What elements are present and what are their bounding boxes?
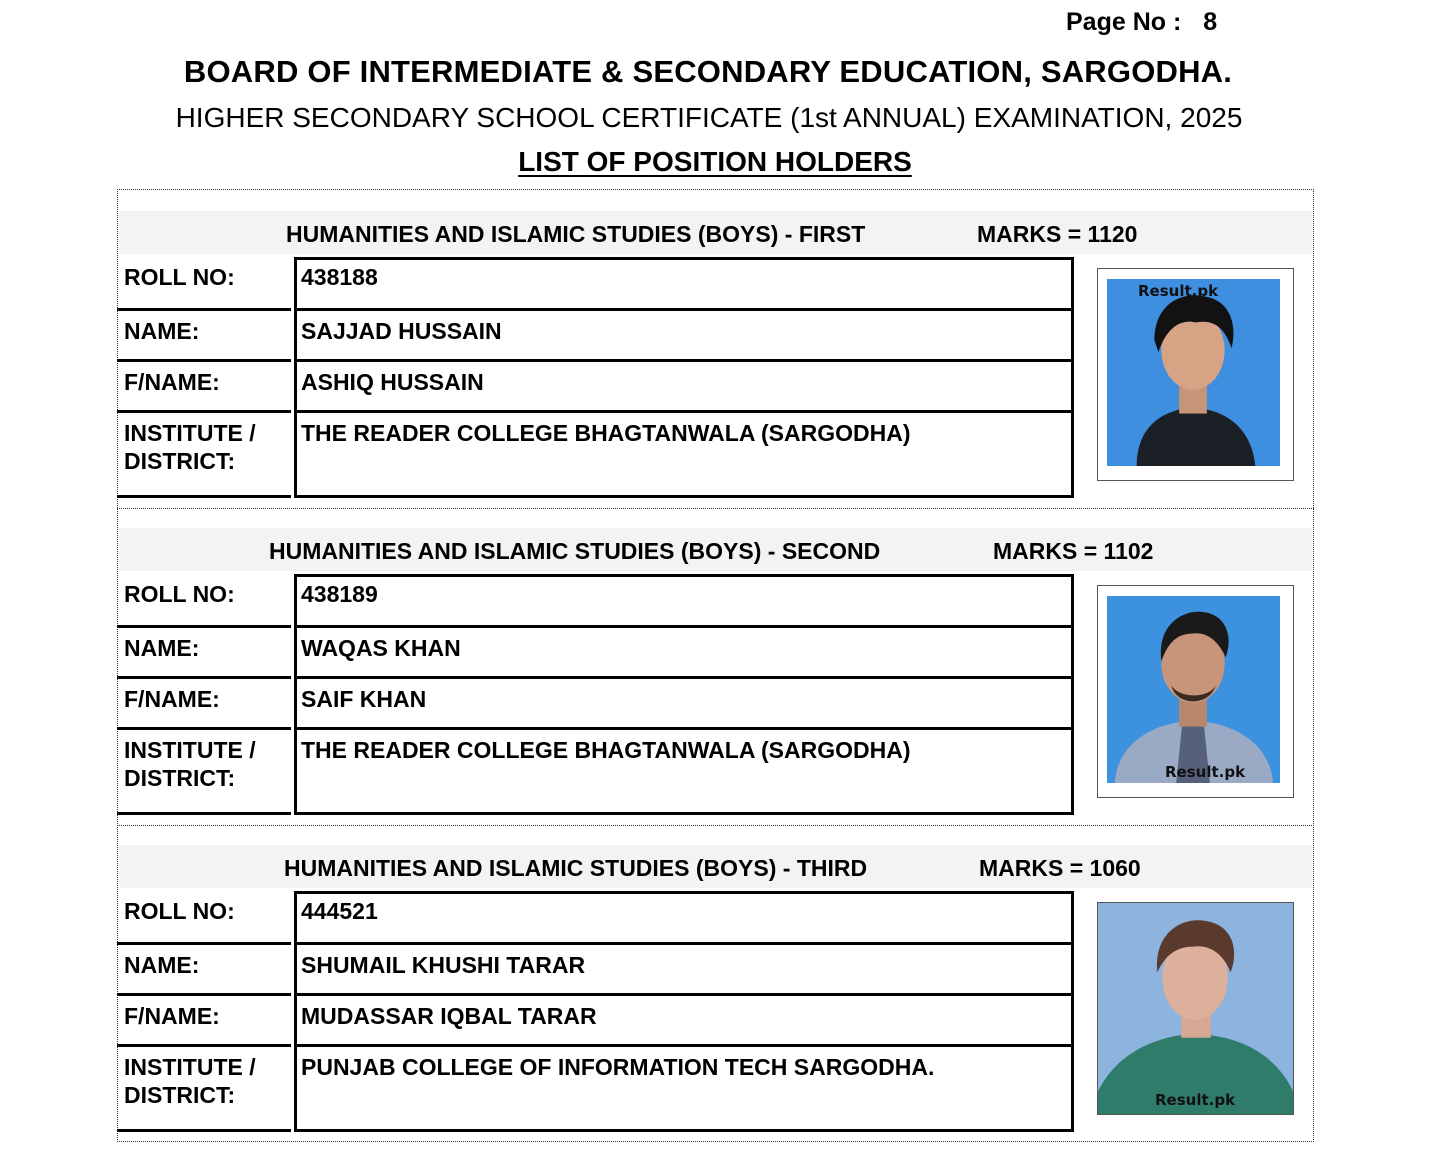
position-card-third [117,825,1314,1142]
roll-label: ROLL NO: [117,574,291,628]
institute-label-line2: DISTRICT: [124,448,236,474]
institute-value: THE READER COLLEGE BHAGTANWALA (SARGODHA) [294,413,1074,498]
name-label: NAME: [117,945,291,996]
institute-label-line2: DISTRICT: [124,765,236,791]
student-photo-icon [1097,585,1294,798]
student-photo-icon [1097,902,1294,1115]
institute-label-line1: INSTITUTE / [124,420,256,446]
roll-value: 438189 [294,574,1074,628]
section-title: HUMANITIES AND ISLAMIC STUDIES (BOYS) - THIRD [284,855,868,881]
page-number-label: Page No : [1066,8,1182,36]
board-title: BOARD OF INTERMEDIATE & SECONDARY EDUCATION, SARGODHA. [183,54,1233,89]
institute-label [117,730,291,815]
list-title [0,146,1430,178]
institute-label [117,413,291,498]
list-title-text: LIST OF POSITION HOLDERS [518,146,912,177]
section-divider [117,508,1314,509]
page-number-value: 8 [1203,8,1218,36]
page-number [1066,8,1217,37]
father-name-value: SAIF KHAN [294,679,1074,730]
name-label: NAME: [117,628,291,679]
watermark-text: Result.pk [1138,282,1219,300]
student-photo-icon [1097,268,1294,481]
section-header [119,845,1312,888]
institute-label-line1: INSTITUTE / [124,737,256,763]
roll-label: ROLL NO: [117,891,291,945]
marks-value: MARKS = 1060 [979,855,1141,881]
section-divider [117,825,1314,826]
institute-label [117,1047,291,1132]
marks-value: MARKS = 1102 [993,538,1154,564]
exam-subtitle: HIGHER SECONDARY SCHOOL CERTIFICATE (1st ANNUAL) EXAMINATION, 2025 [175,102,1243,133]
father-name-value: ASHIQ HUSSAIN [294,362,1074,413]
father-name-value: MUDASSAR IQBAL TARAR [294,996,1074,1047]
marks-value: MARKS = 1120 [977,221,1138,247]
institute-value: PUNJAB COLLEGE OF INFORMATION TECH SARGODHA. [294,1047,1074,1132]
roll-value: 444521 [294,891,1074,945]
name-label: NAME: [117,311,291,362]
watermark-text: Result.pk [1165,763,1246,781]
position-card-first [117,191,1314,508]
roll-label: ROLL NO: [117,257,291,311]
father-name-label: F/NAME: [117,362,291,413]
section-header [119,528,1312,571]
position-card-second [117,508,1314,825]
roll-value: 438188 [294,257,1074,311]
section-title: HUMANITIES AND ISLAMIC STUDIES (BOYS) - FIRST [286,221,866,247]
name-value: SAJJAD HUSSAIN [294,311,1074,362]
institute-value: THE READER COLLEGE BHAGTANWALA (SARGODHA) [294,730,1074,815]
father-name-label: F/NAME: [117,996,291,1047]
institute-label-line2: DISTRICT: [124,1082,236,1108]
institute-label-line1: INSTITUTE / [124,1054,256,1080]
watermark-text: Result.pk [1155,1091,1236,1109]
section-title: HUMANITIES AND ISLAMIC STUDIES (BOYS) - SECOND [269,538,881,564]
section-header [119,211,1312,254]
name-value: SHUMAIL KHUSHI TARAR [294,945,1074,996]
name-value: WAQAS KHAN [294,628,1074,679]
father-name-label: F/NAME: [117,679,291,730]
